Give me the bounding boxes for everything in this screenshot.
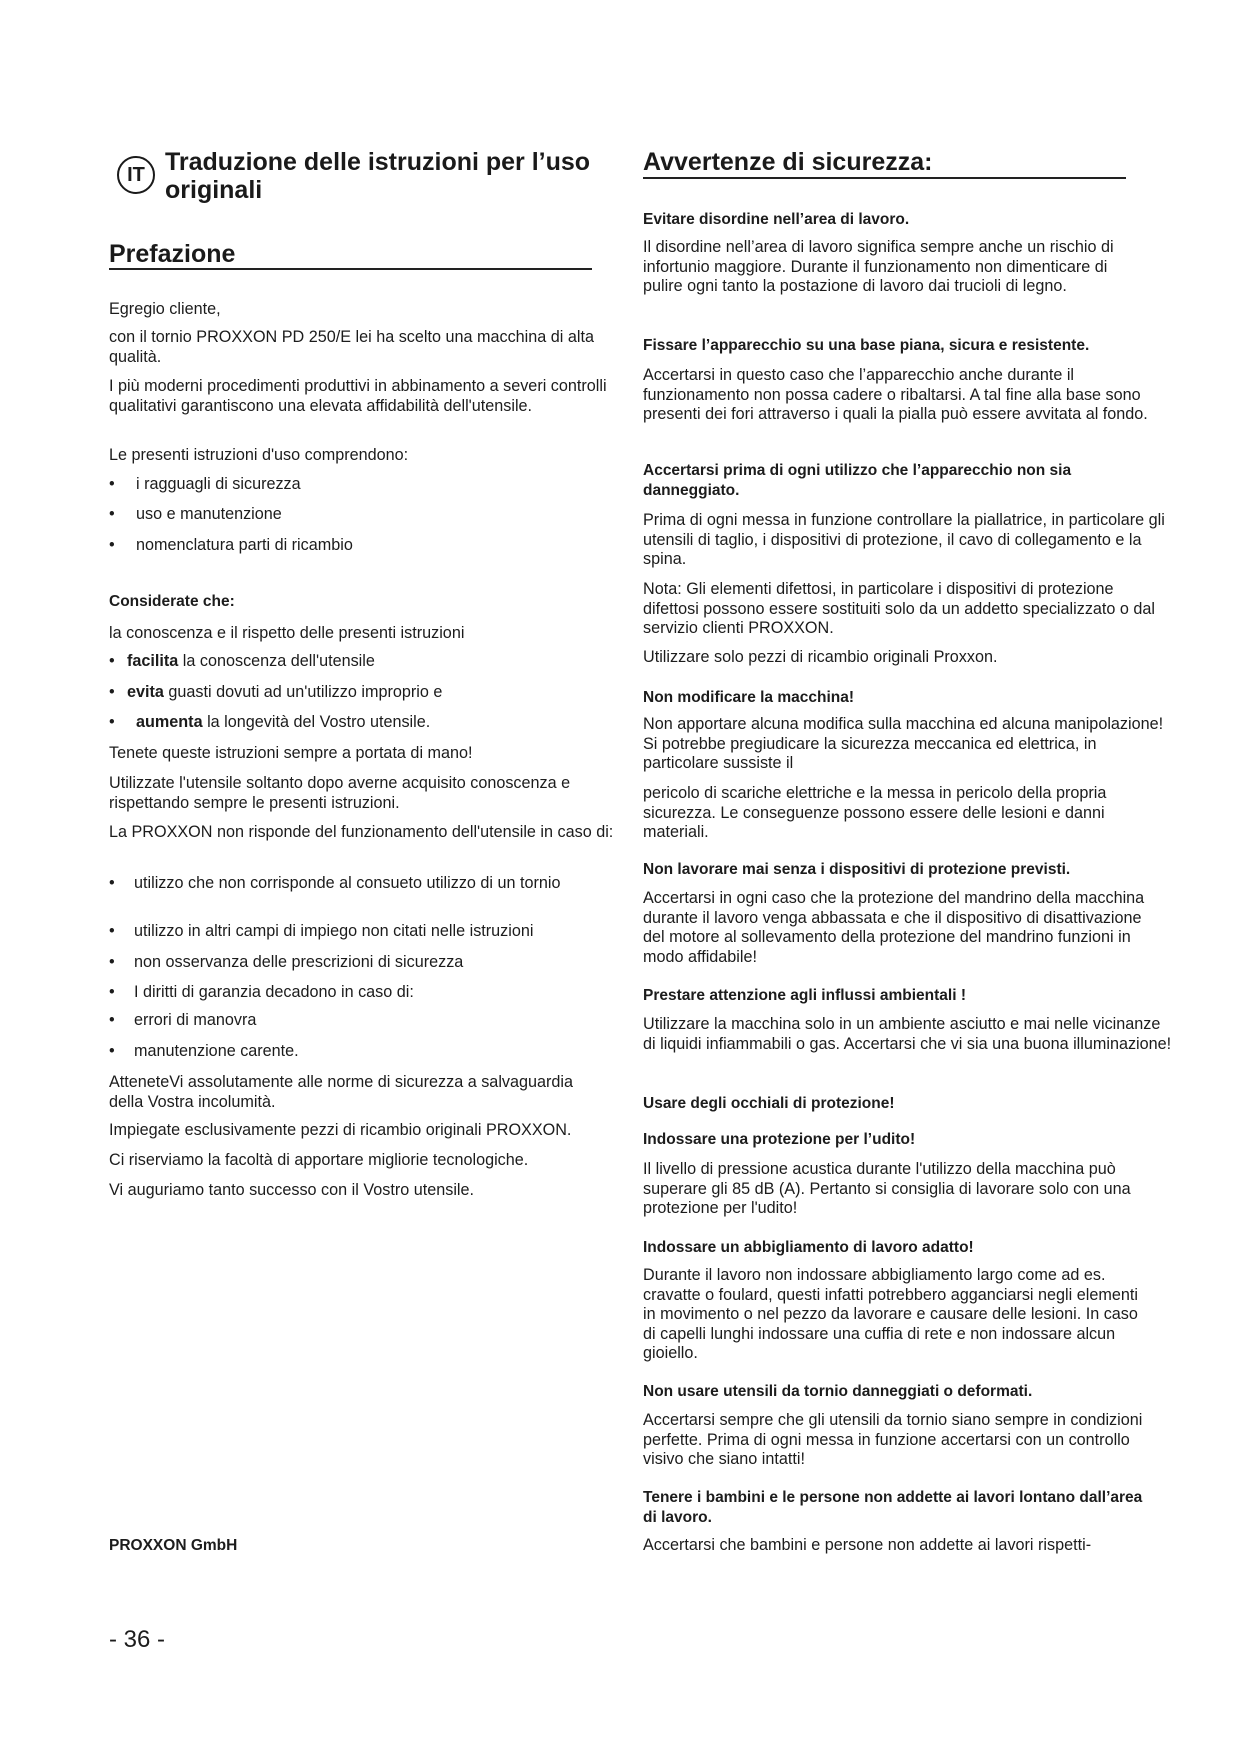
closing-wish: Vi auguriamo tanto successo con il Vostro utensile. (109, 1181, 475, 1199)
section-text: Il livello di pressione acustica durante l'utilizzo della macchina può superare gli 85 dB (A). Pertanto si consiglia di lavorare solo con una protezione per l'udito! (643, 1160, 1131, 1217)
preface-paragraph-3: Le presenti istruzioni d'uso comprendono: (109, 446, 409, 464)
section-title: Tenere i bambini e le persone non addette ai lavori lontano dall’area di lavoro. (643, 1489, 1143, 1526)
section-title: Prestare attenzione agli influssi ambientali ! (643, 987, 967, 1004)
consider-heading: Considerate che: (109, 593, 235, 610)
preface-paragraph-1: con il tornio PROXXON PD 250/E lei ha scelto una macchina di alta qualità. (109, 328, 594, 366)
keep-instructions: Tenete queste istruzioni sempre a portata di mano! (109, 744, 473, 762)
section-text: Prima di ogni messa in funzione controllare la piallatrice, in particolare gli utensili di taglio, i dispositivi di protezione, il cavo di collegamento e la spina. (643, 511, 1165, 568)
section-text: Il disordine nell’area di lavoro significa sempre anche un rischio di infortunio maggiore. Durante il funzionamento non dimenticare di pulire ogni tanto la postazione di lavoro dai trucioli di legno. (643, 238, 1114, 295)
section-title: Non usare utensili da tornio danneggiati o deformati. (643, 1383, 1033, 1400)
spare-parts-note: Impiegate esclusivamente pezzi di ricambio originali PROXXON. (109, 1121, 572, 1139)
section-title: Indossare una protezione per l’udito! (643, 1131, 916, 1148)
section-text: Durante il lavoro non indossare abbigliamento largo come ad es. cravatte o foulard, questi infatti potrebbero agganciarsi negli elementi in movimento o nel pezzo da lavorare e causare delle lesioni. In caso di capelli lunghi indossare una cuffia di rete e non indossare alcun gioiello. (643, 1266, 1138, 1362)
page-number: - 36 - (109, 1626, 166, 1653)
safety-underline (643, 177, 1126, 179)
consider-intro: la conoscenza e il rispetto delle presenti istruzioni (109, 624, 465, 642)
greeting: Egregio cliente, (109, 300, 221, 318)
section-title: Non lavorare mai senza i dispositivi di protezione previsti. (643, 861, 1071, 878)
section-title: Evitare disordine nell’area di lavoro. (643, 211, 910, 228)
section-text: Utilizzare solo pezzi di ricambio originali Proxxon. (643, 648, 998, 666)
section-note: Nota: Gli elementi difettosi, in particolare i dispositivi di protezione difettosi possono essere sostituiti solo da un addetto specializzato o dal servizio clienti PROXXON. (643, 580, 1156, 637)
reserve-note: Ci riserviamo la facoltà di apportare migliorie tecnologiche. (109, 1151, 529, 1169)
section-text: Utilizzare la macchina solo in un ambiente asciutto e mai nelle vicinanze di liquidi infiammabili o gas. Accertarsi che vi sia una buona illuminazione! (643, 1015, 1172, 1053)
section-text: Non apportare alcuna modifica sulla macchina ed alcuna manipolazione! Si potrebbe pregiudicare la sicurezza meccanica ed elettrica, in particolare sussiste il (643, 715, 1164, 772)
section-title: Non modificare la macchina! (643, 689, 855, 706)
safety-norms: AtteneteVi assolutamente alle norme di sicurezza a salvaguardia della Vostra incolumità. (109, 1073, 574, 1111)
section-text: Accertarsi sempre che gli utensili da tornio siano sempre in condizioni perfette. Prima di ogni messa in funzione accertarsi con un controllo visivo che siano intatti! (643, 1411, 1143, 1468)
section-title: Fissare l’apparecchio su una base piana, sicura e resistente. (643, 337, 1090, 354)
section-title: Accertarsi prima di ogni utilizzo che l’apparecchio non sia danneggiato. (643, 462, 1072, 499)
section-title: Indossare un abbigliamento di lavoro adatto! (643, 1239, 974, 1256)
language-badge: IT (117, 156, 155, 194)
company-name: PROXXON GmbH (109, 1537, 238, 1554)
section-text: pericolo di scariche elettriche e la messa in pericolo della propria sicurezza. Le conseguenze possono essere delle lesioni e danni materiali. (643, 784, 1107, 841)
section-title: Usare degli occhiali di protezione! (643, 1095, 895, 1112)
preface-heading: Prefazione (109, 240, 236, 268)
use-instructions: Utilizzate l'utensile soltanto dopo averne acquisito conoscenza e rispettando sempre le presenti istruzioni. (109, 774, 571, 812)
preface-underline (109, 268, 592, 270)
section-text: Accertarsi in ogni caso che la protezione del mandrino della macchina durante il lavoro venga abbassata e che il dispositivo di disattivazione del motore al sollevamento della protezione del mandrino funzioni in modo affidabile! (643, 889, 1145, 966)
section-text: Accertarsi che bambini e persone non addette ai lavori rispetti- (643, 1536, 1092, 1554)
section-text: Accertarsi in questo caso che l’apparecchio anche durante il funzionamento non possa cadere o ribaltarsi. A tal fine alla base sono presenti dei fori attraverso i quali la pialla può essere avvitata al fondo. (643, 366, 1148, 423)
document-title: Traduzione delle istruzioni per l’uso originali (165, 148, 591, 204)
liability-paragraph: La PROXXON non risponde del funzionamento dell'utensile in caso di: (109, 823, 614, 841)
preface-paragraph-2: I più moderni procedimenti produttivi in abbinamento a severi controlli qualitativi garantiscono una elevata affidabilità dell'utensile. (109, 377, 607, 415)
safety-heading: Avvertenze di sicurezza: (643, 148, 933, 176)
